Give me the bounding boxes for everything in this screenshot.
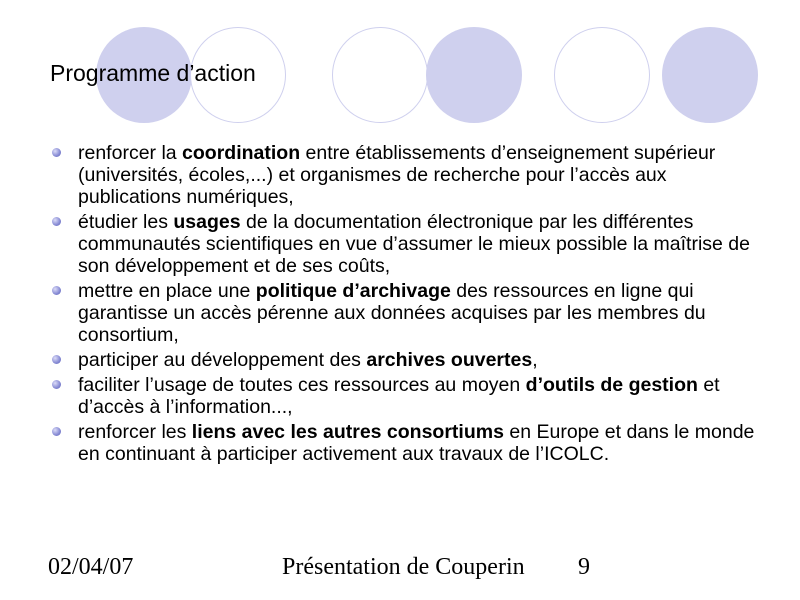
bullet-keyword: usages	[173, 211, 241, 233]
bullet-dot-icon	[52, 148, 61, 157]
bullet-item	[52, 374, 762, 418]
decor-circle-5	[554, 27, 650, 123]
decor-circle-6	[662, 27, 758, 123]
bullet-item	[52, 349, 762, 371]
bullet-text: et d’accès à l’information...,	[78, 374, 720, 418]
bullet-text: en Europe et dans le monde en continuant à participer activement aux travaux de l’ICOLC.	[78, 421, 755, 465]
footer-title: Présentation de Couperin	[282, 554, 525, 580]
bullet-text: renforcer les	[78, 421, 192, 443]
bullet-dot-icon	[52, 286, 61, 295]
bullet-keyword: coordination	[182, 142, 301, 164]
bullet-text: renforcer la	[78, 142, 183, 164]
bullet-list	[52, 142, 762, 468]
bullet-text: faciliter l’usage de toutes ces ressources au moyen	[78, 374, 526, 396]
bullet-keyword: politique d’archivage	[255, 280, 451, 302]
bullet-dot-icon	[52, 380, 61, 389]
bullet-keyword: liens avec les autres consortiums	[191, 421, 504, 443]
bullet-text: mettre en place une	[78, 280, 256, 302]
bullet-keyword: archives ouvertes	[366, 349, 533, 371]
bullet-text: étudier les	[78, 211, 174, 233]
bullet-text: participer au développement des	[78, 349, 367, 371]
footer-page-number: 9	[578, 554, 590, 580]
bullet-text: ,	[532, 349, 538, 371]
bullet-keyword: d’outils de gestion	[525, 374, 698, 396]
bullet-text: des ressources en ligne qui garantisse un accès pérenne aux données acquises par les membres du consortium,	[78, 280, 706, 346]
bullet-dot-icon	[52, 217, 61, 226]
footer-date: 02/04/07	[48, 554, 134, 580]
bullet-dot-icon	[52, 427, 61, 436]
bullet-item	[52, 211, 762, 277]
slide-title: Programme d’action	[50, 60, 256, 86]
bullet-item	[52, 421, 762, 465]
bullet-dot-icon	[52, 355, 61, 364]
decor-circle-4	[426, 27, 522, 123]
bullet-item	[52, 142, 762, 208]
decor-circle-3	[332, 27, 428, 123]
bullet-text: de la documentation électronique par les différentes communautés scientifiques en vue d’assumer le mieux possible la maîtrise de son développement et de ses coûts,	[78, 211, 750, 277]
bullet-item	[52, 280, 762, 346]
bullet-text: entre établissements d’enseignement supérieur (universités, écoles,...) et organismes de recherche pour l’accès aux publications numériques,	[78, 142, 716, 208]
